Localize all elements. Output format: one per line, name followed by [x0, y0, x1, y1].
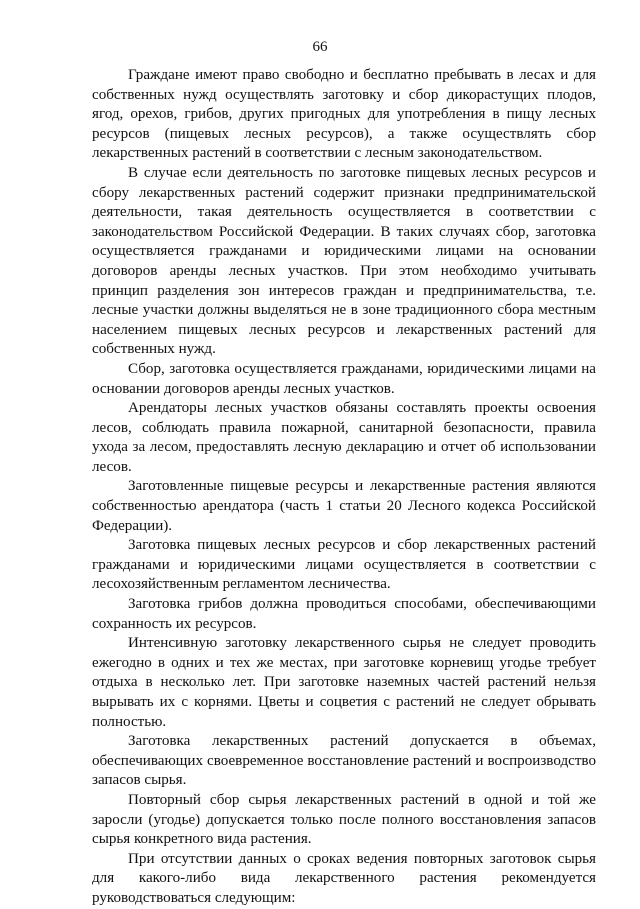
paragraph: При отсутствии данных о сроках ведения повторных заготовок сырья для какого-либо вида лекарственного растения рекомендуется руководствоваться следующим: — [92, 850, 596, 906]
paragraph: Заготовка грибов должна проводиться способами, обеспечивающими сохранность их ресурсов. — [92, 596, 596, 632]
paragraph: Граждане имеют право свободно и бесплатно пребывать в лесах и для собственных нужд осуществлять заготовку и сбор дикорастущих плодов, ягод, орехов, грибов, других пригодных для употребления в пищу лесных ресурсов (пищевых лесных ресурсов), а также осуществлять сбор лекарственных растений в соответствии с лесным законодательством. — [92, 67, 596, 162]
page-number: 66 — [312, 39, 328, 55]
paragraph: Арендаторы лесных участков обязаны составлять проекты освоения лесов, соблюдать правила пожарной, санитарной безопасности, правила ухода за лесом, предоставлять лесную декларацию и отчет об использовании лесов. — [92, 400, 596, 475]
paragraph: В случае если деятельность по заготовке пищевых лесных ресурсов и сбору лекарственных растений содержит признаки предпринимательской деятельности, такая деятельность осуществляется в соответствии с законодательством Российской Федерации. В таких случаях сбор, заготовка осуществляется гражданами и юридическими лицами на основании договоров аренды лесных участков. При этом необходимо учитывать принцип разделения зон интересов граждан и предпринимательства, т.е. лесные участки должны выделяться не в зоне традиционного сбора местным населением пищевых лесных ресурсов и лекарственных растений для собственных нужд. — [92, 164, 596, 358]
paragraph: Заготовленные пищевые ресурсы и лекарственные растения являются собственностью арендатора (часть 1 статьи 20 Лесного кодекса Российской Федерации). — [92, 478, 596, 534]
paragraph: Интенсивную заготовку лекарственного сырья не следует проводить ежегодно в одних и тех же местах, при заготовке корневищ угодье требует отдыха в несколько лет. При заготовке наземных частей растений нельзя вырывать их с корнями. Цветы и соцветия с растений не следует обрывать полностью. — [92, 635, 596, 730]
paragraph: Повторный сбор сырья лекарственных растений в одной и той же заросли (угодье) допускается только после полного восстановления запасов сырья конкретного вида растения. — [92, 791, 596, 848]
paragraph: Заготовка пищевых лесных ресурсов и сбор лекарственных растений гражданами и юридическими лицами осуществляется в соответствии с лесохозяйственным регламентом лесничества. — [92, 537, 596, 593]
paragraph: Заготовка лекарственных растений допускается в объемах, обеспечивающих своевременное восстановление растений и воспроизводство запасов сырья. — [92, 733, 596, 789]
paragraph: Сбор, заготовка осуществляется гражданами, юридическими лицами на основании договоров аренды лесных участков. — [92, 360, 596, 397]
body-text — [92, 66, 596, 909]
